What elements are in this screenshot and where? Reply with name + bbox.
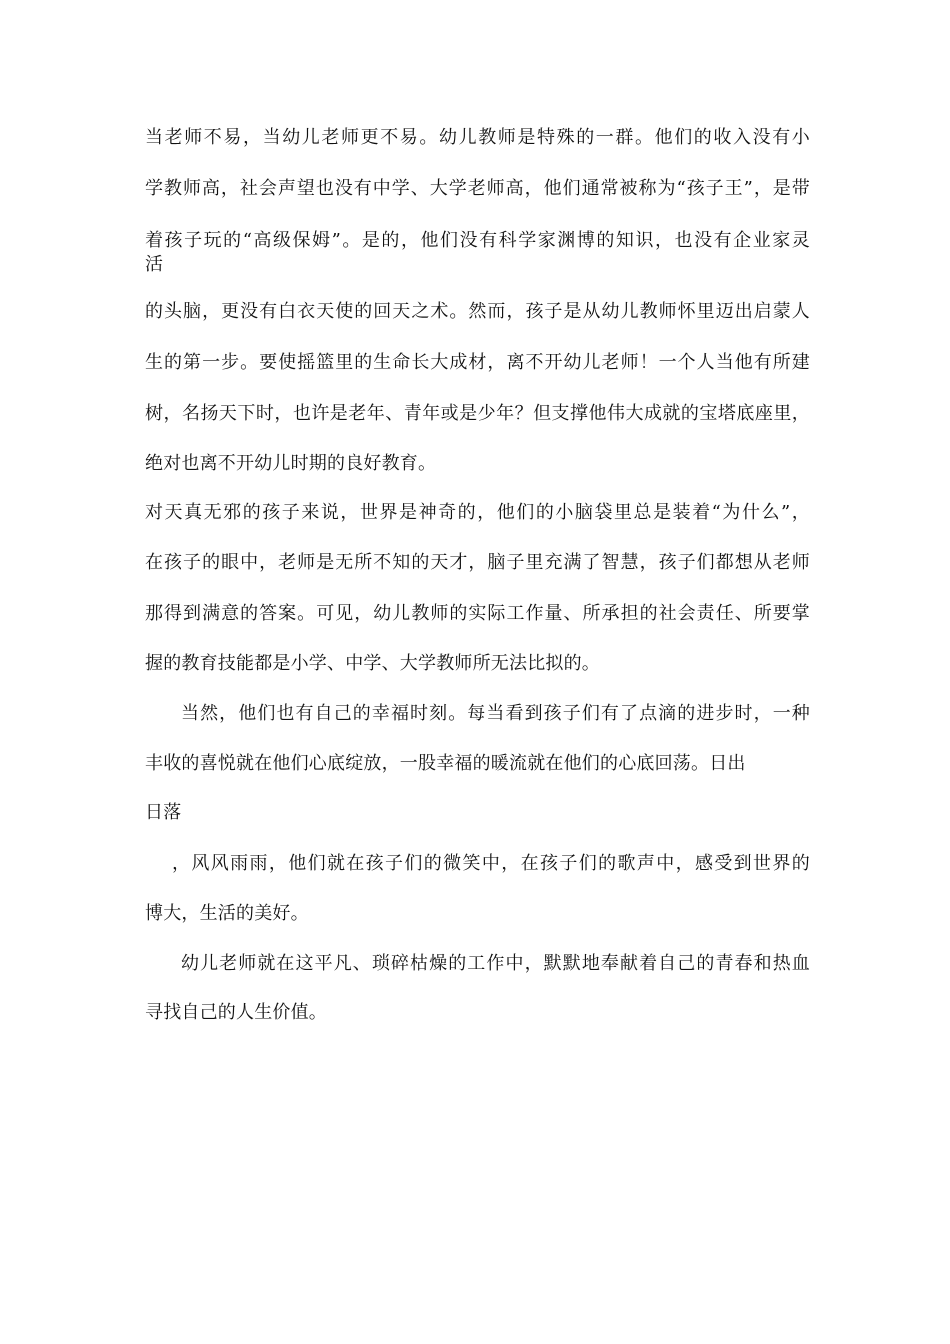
paragraph-3-line-4: ，风风雨雨，他们就在孩子们的微笑中，在孩子们的歌声中，感受到世界的 (172, 853, 810, 874)
paragraph-1-line-4: 活 (145, 254, 164, 275)
paragraph-1-line-1: 当老师不易，当幼儿老师更不易。幼儿教师是特殊的一群。他们的收入没有小 (145, 127, 810, 148)
paragraph-2-line-4: 握的教育技能都是小学、中学、大学教师所无法比拟的。 (145, 653, 600, 674)
paragraph-3-line-3: 日落 (145, 802, 182, 823)
paragraph-4-line-2: 寻找自己的人生价值。 (145, 1002, 327, 1023)
paragraph-3-line-5: 博大，生活的美好。 (145, 903, 309, 924)
paragraph-1-line-8: 绝对也离不开幼儿时期的良好教育。 (145, 453, 437, 474)
paragraph-3-line-2: 丰收的喜悦就在他们心底绽放，一股幸福的暖流就在他们的心底回荡。日出 (145, 753, 746, 774)
paragraph-4-line-1: 幼儿老师就在这平凡、琐碎枯燥的工作中，默默地奉献着自己的青春和热血 (181, 953, 810, 974)
paragraph-1-line-5: 的头脑，更没有白衣天使的回天之术。然而，孩子是从幼儿教师怀里迈出启蒙人 (145, 301, 810, 322)
paragraph-2-line-1: 对天真无邪的孩子来说，世界是神奇的，他们的小脑袋里总是装着“为什么”， (145, 502, 810, 523)
paragraph-1-line-3: 着孩子玩的“高级保姆”。是的，他们没有科学家渊博的知识，也没有企业家灵 (145, 230, 810, 251)
paragraph-3-line-1: 当然，他们也有自己的幸福时刻。每当看到孩子们有了点滴的进步时，一种 (181, 703, 810, 724)
paragraph-2-line-2: 在孩子的眼中，老师是无所不知的天才，脑子里充满了智慧，孩子们都想从老师 (145, 552, 810, 573)
paragraph-1-line-7: 树，名扬天下时，也许是老年、青年或是少年？但支撑他伟大成就的宝塔底座里， (145, 403, 810, 424)
paragraph-1-line-2: 学教师高，社会声望也没有中学、大学老师高，他们通常被称为“孩子王”，是带 (145, 178, 810, 199)
paragraph-2-line-3: 那得到满意的答案。可见，幼儿教师的实际工作量、所承担的社会责任、所要掌 (145, 603, 810, 624)
paragraph-1-line-6: 生的第一步。要使摇篮里的生命长大成材，离不开幼儿老师！一个人当他有所建 (145, 352, 810, 373)
